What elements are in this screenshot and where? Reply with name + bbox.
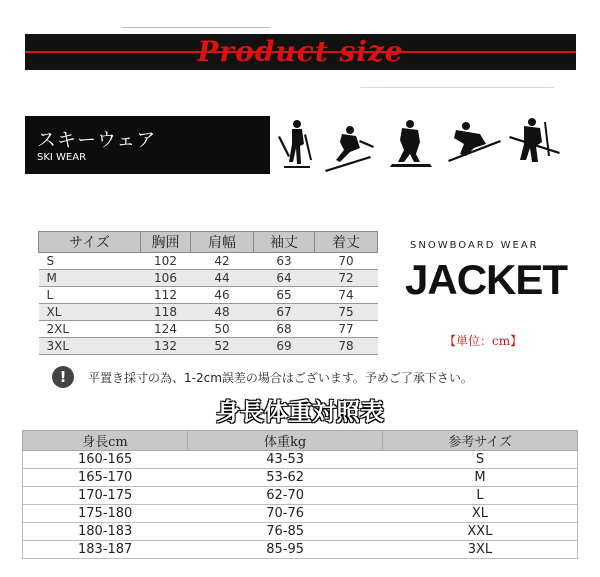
cell-weight: 70-76 [187, 505, 383, 523]
size-table [38, 231, 378, 355]
product-size-banner [25, 34, 576, 70]
table-row [39, 304, 378, 321]
cell-weight: 62-70 [187, 487, 383, 505]
ski-wear-title-jp: スキーウェア [37, 129, 157, 151]
table-row [39, 270, 378, 287]
cell-shoulder: 50 [191, 321, 254, 338]
cell-size: M [39, 270, 141, 287]
cell-length: 77 [315, 321, 378, 338]
cell-chest: 102 [141, 253, 191, 270]
header-reference-size: 参考サイズ [383, 431, 578, 451]
table-row [23, 523, 578, 541]
cell-height: 180-183 [23, 523, 188, 541]
cell-weight: 53-62 [187, 469, 383, 487]
product-size-title: Product size [197, 35, 404, 68]
cell-sleeve: 69 [254, 338, 315, 355]
table-row [23, 469, 578, 487]
cell-length: 78 [315, 338, 378, 355]
cell-ref-size: 3XL [383, 541, 578, 559]
cell-sleeve: 68 [254, 321, 315, 338]
table-row [23, 541, 578, 559]
cell-weight: 85-95 [187, 541, 383, 559]
cell-chest: 106 [141, 270, 191, 287]
header-shoulder: 肩幅 [191, 232, 254, 253]
size-table-header [39, 232, 378, 253]
body-size-table [22, 430, 578, 559]
body-chart-title: 身長体重対照表 [216, 397, 384, 426]
cell-ref-size: S [383, 451, 578, 469]
cell-chest: 124 [141, 321, 191, 338]
table-row [39, 338, 378, 355]
cell-sleeve: 65 [254, 287, 315, 304]
product-category: SNOWBOARD WEAR [410, 240, 539, 251]
cell-size: S [39, 253, 141, 270]
skier-silhouettes-icon [270, 116, 576, 174]
cell-length: 75 [315, 304, 378, 321]
cell-size: XL [39, 304, 141, 321]
table-row [39, 321, 378, 338]
cell-chest: 132 [141, 338, 191, 355]
table-row [23, 487, 578, 505]
cell-length: 70 [315, 253, 378, 270]
table-row [39, 287, 378, 304]
exclamation-icon: ! [52, 366, 74, 388]
cell-ref-size: XXL [383, 523, 578, 541]
skier-silhouettes-panel [270, 116, 576, 174]
cell-weight: 43-53 [187, 451, 383, 469]
top-divider-left [122, 27, 270, 28]
cell-size: 2XL [39, 321, 141, 338]
cell-size: L [39, 287, 141, 304]
unit-label: 【単位：cm】 [444, 334, 523, 348]
cell-shoulder: 52 [191, 338, 254, 355]
cell-height: 165-170 [23, 469, 188, 487]
header-weight: 体重kg [187, 431, 383, 451]
cell-height: 175-180 [23, 505, 188, 523]
header-height: 身長cm [23, 431, 188, 451]
cell-height: 160-165 [23, 451, 188, 469]
cell-shoulder: 42 [191, 253, 254, 270]
cell-sleeve: 63 [254, 253, 315, 270]
product-name: JACKET [405, 256, 568, 303]
table-row [23, 505, 578, 523]
cell-ref-size: XL [383, 505, 578, 523]
header-sleeve: 袖丈 [254, 232, 315, 253]
cell-shoulder: 44 [191, 270, 254, 287]
top-divider-right [360, 87, 554, 88]
cell-height: 170-175 [23, 487, 188, 505]
cell-weight: 76-85 [187, 523, 383, 541]
header-chest: 胸囲 [141, 232, 191, 253]
cell-ref-size: L [383, 487, 578, 505]
body-table-header [23, 431, 578, 451]
cell-ref-size: M [383, 469, 578, 487]
cell-size: 3XL [39, 338, 141, 355]
cell-shoulder: 46 [191, 287, 254, 304]
cell-shoulder: 48 [191, 304, 254, 321]
cell-length: 72 [315, 270, 378, 287]
cell-chest: 118 [141, 304, 191, 321]
measurement-notice: 平置き採寸の為、1-2cm誤差の場合はございます。予めご了承下さい。 [88, 371, 473, 385]
header-length: 着丈 [315, 232, 378, 253]
ski-wear-title-en: SKI WEAR [37, 152, 87, 163]
cell-height: 183-187 [23, 541, 188, 559]
table-row [23, 451, 578, 469]
cell-chest: 112 [141, 287, 191, 304]
table-row [39, 253, 378, 270]
cell-sleeve: 67 [254, 304, 315, 321]
ski-wear-banner [25, 116, 576, 174]
cell-sleeve: 64 [254, 270, 315, 287]
header-size: サイズ [39, 232, 141, 253]
cell-length: 74 [315, 287, 378, 304]
